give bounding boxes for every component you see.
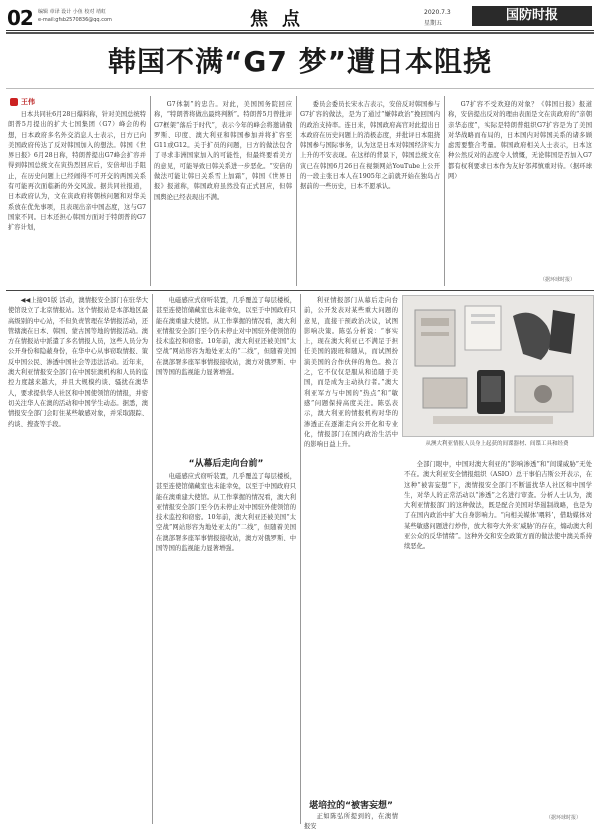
paragraph: ◀◀上接01版 活动，澳情报安全部门在驻华大使馆设立了北京情报站。这个情报站是本部地区最高级别的中心站，不但负责管理在华情报活动，还管辖澳在日本、韩国、蒙古国等地的情报活动。澳方在情报站中派遣了多名情报人员，这些人员分为公开身份和隐蔽身份，在华中心从事窃取情报、策反中国公民、渗透中国社会等违法活动。近年来，澳大利亚情报安全部门在中国驻澳机构和人员的监控力度越来越大，并且大规模约谈、骚扰在澳华人，要求提供华人社区和中国使领馆的情报，并密切关注华人在澳的活动和中国学生动态。据悉，澳情报安全部门会盯住某些敏感对象，并采取跟踪、约谈、搜查等手段。	[8, 297, 148, 428]
page-number: 02	[7, 6, 33, 30]
paragraph: 电磁感应式窃听装置，几乎覆盖了每层楼板，甚至连使馆储藏室也未能幸免，以至于中国政府只能在澳重建大使馆。从工作掌握的情况看，澳大利亚情报安全部门至今仍未停止对中国驻外使领馆的技术监控和窃密。10年前，澳大利亚还被美国“太空战”网站形容为地处亚太的“二线”，但随着美国在澳部署多座军事情报接收站，澳方对俄罗斯、中国等国的监视能力显著增强。	[156, 297, 296, 377]
newspaper-logo: 国防时报	[472, 6, 592, 26]
section-title: 焦点	[250, 9, 314, 30]
paragraph: 利亚情报部门从幕后走向台前，公开发表对某些重大问题的意见，直接干预政治决议，试图影响决策。陈弘分析说：“事实上，现在澳大利亚已不满足于担任美国的跟班和随从，而试图扮演美国的合作伙伴的角色。换言之，它不仅仅是服从和追随于美国，而是成为主动执行者。”澳大利亚军方与中国的“热点”和“敏感”问题保持高度关注。陈弘表示，澳大利亚的情报机构对华的渗透正在逐渐走向公开化和专业化，情报部门在国内政治生活中的影响日益上升。	[304, 297, 398, 449]
lower-column-2b	[156, 472, 296, 824]
column-divider	[150, 96, 151, 286]
lower-column-3b	[304, 812, 398, 831]
lower-column-2	[156, 296, 296, 452]
paragraph: 正如陈弘所提到的，在澳情报安	[304, 813, 398, 831]
paragraph: 全部门眼中，中国对澳大利亚的“影响渗透”和“间谍威胁”无处不在。澳大利亚安全情报组织（ASIO）总干事伯吉斯公开表示，在这种“被害妄想”下，澳情报安全部门不断滋扰华人社区和中国学生，对华人的正常活动以“渗透”之名进行审查。分析人士认为，澳大利亚情报部门的这种做法，既是配合美国对华遏制战略，也是为了在国内政治中扩大自身影响力。“向相关媒体‘喂料’，借助媒体对某些敏感问题进行炒作，放大和夸大外来‘威胁’的存在，煽动澳大利亚公众的反华情绪”。这种外交和安全政策方面的做法使中澳关系持续恶化。	[404, 461, 592, 551]
upper-source-note: （据环球时报）	[540, 277, 576, 283]
paragraph: 日本共同社6月28日爆料称，针对美国总统特朗普5月提出的扩大七国集团（G7）峰会的构想，日本政府多名外交消息人士表示，日方已向美国政府传达了反对韩国加入的想法。韩国《世界日报》6月28日称，特朗普提出G7峰会扩容并得到韩国总统文在寅热烈回应后，安倍却出手阻止，在历史问题上已经闹得不可开交的两国关系有可能再次面临新的外交风波。据共同社报道，日本政府认为，文在寅政府将朝核问题和对华关系放在优先事项，且表现出亲中国态度，这与G7国家不同。日本还担心韩国方面对于特朗普的G7扩容计划，	[8, 111, 146, 232]
upper-column-4	[448, 100, 592, 272]
photo-caption: 从澳大利亚情报人员身上起获的间谍器材、间谍工具和经费	[425, 441, 569, 447]
news-photo	[402, 295, 594, 437]
paragraph: G7体制”的忠告。对此，美国国务院回应称，“特朗普将做出最终判断”。特朗普5月曾批评G7框架“落后于时代”，表示今年的峰会将邀请俄罗斯、印度、澳大利亚和韩国参加并将扩容至G11或G12。关于扩员的问题，日方的做法包含了寻求非洲国家加入的可能性，但最终要看美方的意见，可能导致日韩关系进一步恶化。“安倍的做法可能让韩日关系雪上加霜”，韩国《世界日报》报道称，韩国政府虽然没有正式回应，但韩国舆论已经表现出不满。	[154, 101, 292, 201]
upper-column-2	[154, 100, 292, 286]
issue-weekday: 星期五	[424, 20, 443, 27]
headline: 韩国不满“G7 梦”遭日本阻挠	[107, 45, 493, 78]
column-divider	[296, 96, 297, 286]
header-rule	[6, 30, 594, 31]
upper-column-1	[8, 110, 146, 286]
lower-column-3	[304, 296, 398, 796]
column-divider	[444, 96, 445, 286]
upper-column-3	[300, 100, 440, 286]
column-divider	[152, 294, 153, 824]
paragraph: 委员会委员长宋永吉表示，安倍反对韩国参与G7扩容的做法，是为了通过“嫌韩政治”挽回国内的政治支持率。连日来，韩国政府高官对此提出日本政府在历史问题上的消极态度，并批评日本阻挠韩国参与国际事务，认为这是日本对韩国经济实力上升的不安表现。在这样的背景下，韩国总统文在寅已在韩国6月26日在视频网站YouTube上公开的一段主张日本人在1905年之前就开始在独岛占据前的一些历史，日本不愿承认。	[300, 101, 440, 191]
lower-source-note: （据环球时报）	[546, 815, 582, 821]
photo-illustration	[403, 296, 593, 436]
paragraph: 电磁感应式窃听装置，几乎覆盖了每层楼板，甚至连使馆储藏室也未能幸免，以至于中国政府只能在澳重建大使馆。从工作掌握的情况看，澳大利亚情报安全部门至今仍未停止对中国驻外使领馆的技术监控和窃密。10年前，澳大利亚还被美国“太空战”网站形容为地处亚太的“二线”，但随着美国在澳部署多座军事情报接收站，澳方对俄罗斯、中国等国的监视能力显著增强。	[156, 473, 296, 553]
author-marker-icon	[10, 98, 18, 106]
paragraph: G7扩容不受欢迎的对象？《韩国日报》报道称，安倍提出反对的理由表面是文在寅政府的“亲朝亲华态度”，实际是特朗普组织G7扩容是为了美国对华战略而布局的，日本国内对韩国关系的诸多顾虑需要整合考量。韩国政府相关人士表示，日本这种公然反对的态度令人愤慨，无论韩国是否加入G7都有权利要求日本作为友好邻邦慎重对待。（据环球网）	[448, 101, 592, 181]
author-byline: 王伟	[21, 98, 35, 106]
headline-rule	[6, 88, 594, 89]
column-divider	[300, 294, 301, 824]
article-separator	[6, 290, 594, 291]
section-subheading-2: 堪培拉的“被害妄想”	[309, 801, 393, 811]
issue-date: 2020.7.3	[424, 9, 451, 16]
editor-credits: 编辑 章译 设计 小鱼 校对 靖虹	[38, 9, 106, 15]
lower-column-1	[8, 296, 148, 824]
header-rule-thick	[6, 32, 594, 34]
section-subheading: “从幕后走向台前”	[188, 459, 264, 469]
lower-column-4	[404, 460, 592, 812]
contact-email: e-mail:gfsb2570836@qq.com	[38, 17, 112, 23]
